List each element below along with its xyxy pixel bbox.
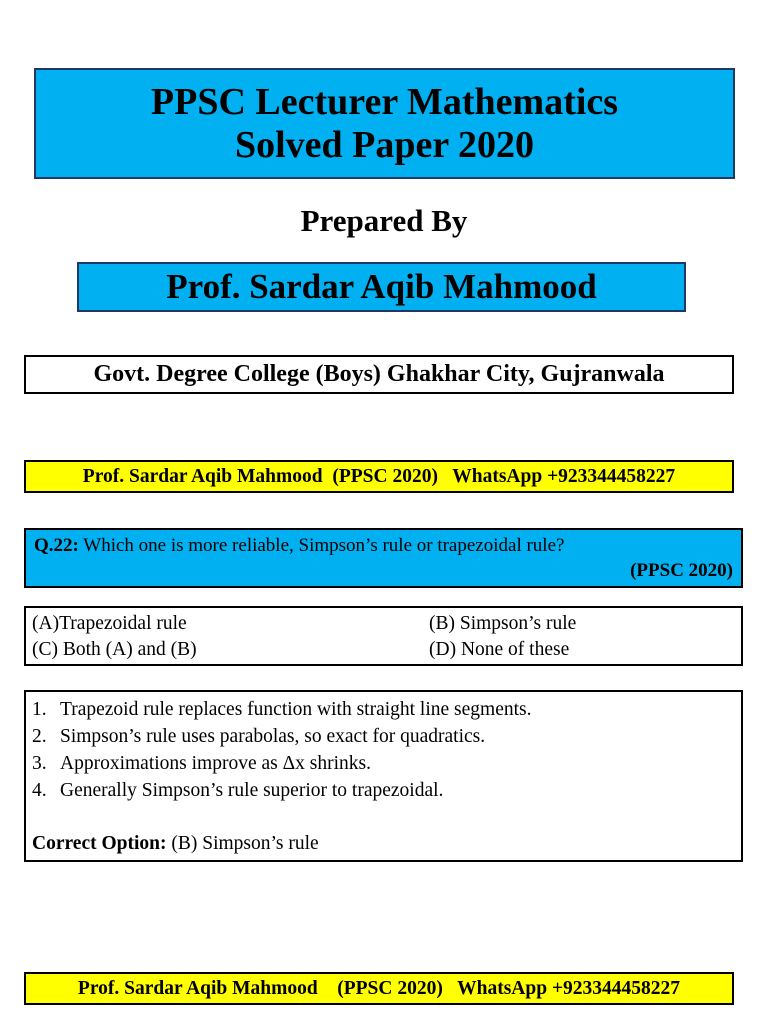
explanation-item bbox=[32, 696, 735, 723]
option-b: (B) Simpson’s rule bbox=[429, 613, 577, 634]
explanation-item-text: Trapezoid rule replaces function with straight line segments. bbox=[60, 699, 532, 720]
explanation-item-text: Approximations improve as Δx shrinks. bbox=[60, 753, 371, 774]
option-a: (A)Trapezoidal rule bbox=[32, 613, 187, 634]
explanation-item bbox=[32, 723, 735, 750]
title-line-1: PPSC Lecturer Mathematics bbox=[150, 80, 619, 123]
contact-banner-bottom bbox=[24, 972, 734, 1005]
explanation-item-text: Simpson’s rule uses parabolas, so exact for quadratics. bbox=[60, 726, 486, 747]
question-text: Which one is more reliable, Simpson’s rule or trapezoidal rule? bbox=[78, 535, 565, 556]
correct-option-value: (B) Simpson’s rule bbox=[166, 833, 319, 854]
option-c: (C) Both (A) and (B) bbox=[32, 639, 197, 660]
explanation-item-number: 3. bbox=[32, 753, 47, 774]
correct-option-label: Correct Option: bbox=[32, 833, 167, 854]
question-source-tag: (PPSC 2020) bbox=[630, 560, 733, 581]
prepared-by-heading: Prepared By bbox=[300, 203, 468, 238]
explanation-item-number: 4. bbox=[32, 780, 47, 801]
explanation-item bbox=[32, 750, 735, 777]
author-box bbox=[77, 262, 686, 312]
contact-banner-top-text: Prof. Sardar Aqib Mahmood (PPSC 2020) WhatsApp +923344458227 bbox=[82, 465, 676, 487]
contact-banner-bottom-text: Prof. Sardar Aqib Mahmood (PPSC 2020) WhatsApp +923344458227 bbox=[77, 977, 681, 999]
author-name: Prof. Sardar Aqib Mahmood bbox=[166, 267, 597, 306]
title-line-2: Solved Paper 2020 bbox=[234, 123, 535, 166]
college-name: Govt. Degree College (Boys) Ghakhar City, Gujranwala bbox=[93, 361, 665, 387]
question-line bbox=[34, 533, 733, 558]
correct-option bbox=[32, 830, 735, 857]
explanation-item-number: 2. bbox=[32, 726, 47, 747]
question-box bbox=[24, 528, 743, 588]
explanation-box bbox=[24, 690, 743, 862]
option-d: (D) None of these bbox=[429, 639, 570, 660]
college-box bbox=[24, 355, 734, 394]
question-number: Q.22: bbox=[34, 535, 79, 556]
title-box bbox=[34, 68, 735, 179]
explanation-item-text: Generally Simpson’s rule superior to trapezoidal. bbox=[60, 780, 444, 801]
options-box bbox=[24, 606, 743, 666]
explanation-item bbox=[32, 777, 735, 804]
contact-banner-top bbox=[24, 460, 734, 493]
explanation-item-number: 1. bbox=[32, 699, 47, 720]
